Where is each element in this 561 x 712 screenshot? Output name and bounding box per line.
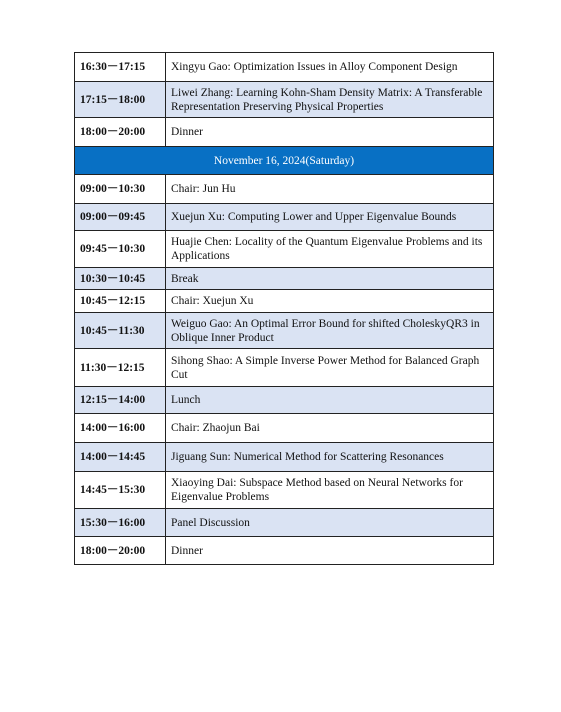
time-cell: 11:30－12:15	[75, 349, 166, 387]
time-cell: 15:30－16:00	[75, 509, 166, 537]
session-cell: Xingyu Gao: Optimization Issues in Alloy Component Design	[166, 53, 494, 82]
date-banner: November 16, 2024(Saturday)	[75, 147, 494, 175]
time-cell: 10:45－11:30	[75, 313, 166, 349]
time-cell: 17:15－18:00	[75, 82, 166, 118]
session-cell: Xuejun Xu: Computing Lower and Upper Eigenvalue Bounds	[166, 204, 494, 231]
time-cell: 10:45－12:15	[75, 290, 166, 313]
time-cell: 09:00－09:45	[75, 204, 166, 231]
table-row	[75, 313, 494, 349]
table-row	[75, 53, 494, 82]
session-cell: Chair: Jun Hu	[166, 175, 494, 204]
table-row	[75, 175, 494, 204]
schedule-table	[74, 52, 494, 565]
session-cell: Panel Discussion	[166, 509, 494, 537]
session-cell: Break	[166, 268, 494, 290]
time-cell: 14:00－14:45	[75, 443, 166, 472]
session-cell: Weiguo Gao: An Optimal Error Bound for shifted CholeskyQR3 in Oblique Inner Product	[166, 313, 494, 349]
time-cell: 10:30－10:45	[75, 268, 166, 290]
table-row	[75, 472, 494, 509]
session-cell: Dinner	[166, 118, 494, 147]
table-row	[75, 509, 494, 537]
session-cell: Lunch	[166, 387, 494, 414]
session-cell: Dinner	[166, 537, 494, 565]
table-row	[75, 290, 494, 313]
table-row	[75, 414, 494, 443]
session-cell: Liwei Zhang: Learning Kohn-Sham Density Matrix: A Transferable Representation Preserving Physical Properties	[166, 82, 494, 118]
time-cell: 09:45－10:30	[75, 231, 166, 268]
session-cell: Chair: Xuejun Xu	[166, 290, 494, 313]
table-row	[75, 387, 494, 414]
session-cell: Huajie Chen: Locality of the Quantum Eigenvalue Problems and its Applications	[166, 231, 494, 268]
session-cell: Sihong Shao: A Simple Inverse Power Method for Balanced Graph Cut	[166, 349, 494, 387]
time-cell: 12:15－14:00	[75, 387, 166, 414]
time-cell: 14:00－16:00	[75, 414, 166, 443]
table-row	[75, 204, 494, 231]
table-row	[75, 349, 494, 387]
schedule-body	[75, 53, 494, 565]
session-cell: Jiguang Sun: Numerical Method for Scattering Resonances	[166, 443, 494, 472]
date-banner-row	[75, 147, 494, 175]
session-cell: Xiaoying Dai: Subspace Method based on Neural Networks for Eigenvalue Problems	[166, 472, 494, 509]
table-row	[75, 118, 494, 147]
session-cell: Chair: Zhaojun Bai	[166, 414, 494, 443]
time-cell: 14:45－15:30	[75, 472, 166, 509]
time-cell: 18:00－20:00	[75, 118, 166, 147]
time-cell: 09:00－10:30	[75, 175, 166, 204]
table-row	[75, 443, 494, 472]
table-row	[75, 231, 494, 268]
table-row	[75, 268, 494, 290]
table-row	[75, 537, 494, 565]
time-cell: 16:30－17:15	[75, 53, 166, 82]
time-cell: 18:00－20:00	[75, 537, 166, 565]
table-row	[75, 82, 494, 118]
